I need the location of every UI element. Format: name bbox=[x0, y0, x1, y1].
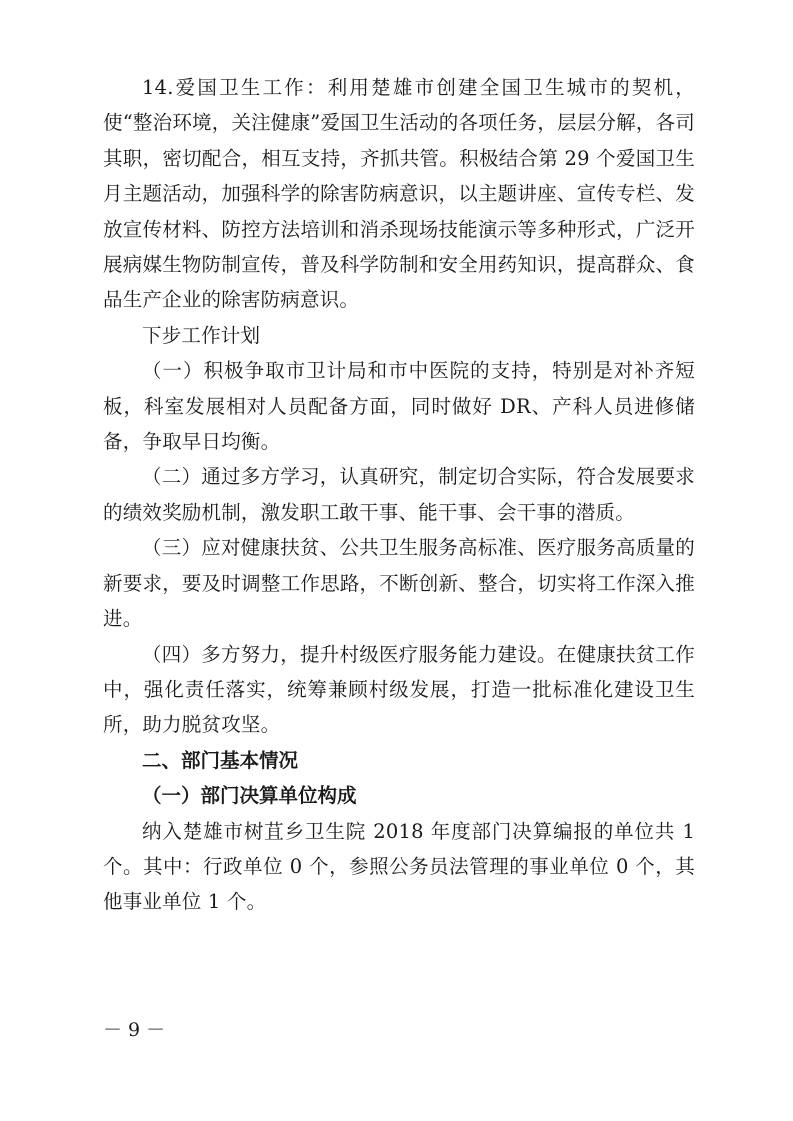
paragraph-plan-three: （三）应对健康扶贫、公共卫生服务高标准、医疗服务高质量的新要求，要及时调整工作思路，不断创新、整合，切实将工作深入推进。 bbox=[103, 536, 695, 631]
paragraph-next-plan-title: 下步工作计划 bbox=[142, 323, 261, 347]
paragraph-plan-two: （二）通过多方学习，认真研究，制定切合实际，符合发展要求的绩效奖励机制，激发职工敢干事、能干事、会干事的潜质。 bbox=[103, 465, 695, 524]
page-number: － 9 － bbox=[103, 1019, 166, 1041]
section-heading-basic-info: 二、部门基本情况 bbox=[142, 748, 299, 772]
paragraph-plan-four: （四）多方努力，提升村级医疗服务能力建设。在健康扶贫工作中，强化责任落实，统筹兼顾村级发展，打造一批标准化建设卫生所，助力脱贫攻坚。 bbox=[103, 642, 695, 737]
paragraph-patriotic-health: 14.爱国卫生工作：利用楚雄市创建全国卫生城市的契机，使“整治环境，关注健康”爱国卫生活动的各项任务，层层分解，各司其职，密切配合，相互支持，齐抓共管。积极结合第 29 个爱国卫生月主题活动，加强科学的除害防病意识，以主题讲座、宣传专栏、发放宣传材料、防控方法培训和消杀现场技能演示等多种形式，广泛开展病媒生物防制宣传，普及科学防制和安全用药知识，提高群众、食品生产企业的除害防病意识。 bbox=[103, 76, 695, 312]
subsection-heading-unit-composition: （一）部门决算单位构成 bbox=[142, 784, 357, 808]
paragraph-unit-composition: 纳入楚雄市树苴乡卫生院 2018 年度部门决算编报的单位共 1 个。其中：行政单位 0 个，参照公务员法管理的事业单位 0 个，其他事业单位 1 个。 bbox=[103, 819, 695, 914]
paragraph-plan-one: （一）积极争取市卫计局和市中医院的支持，特别是对补齐短板，科室发展相对人员配备方面，同时做好 DR、产科人员进修储备，争取早日均衡。 bbox=[103, 359, 695, 454]
body-text bbox=[103, 70, 695, 920]
